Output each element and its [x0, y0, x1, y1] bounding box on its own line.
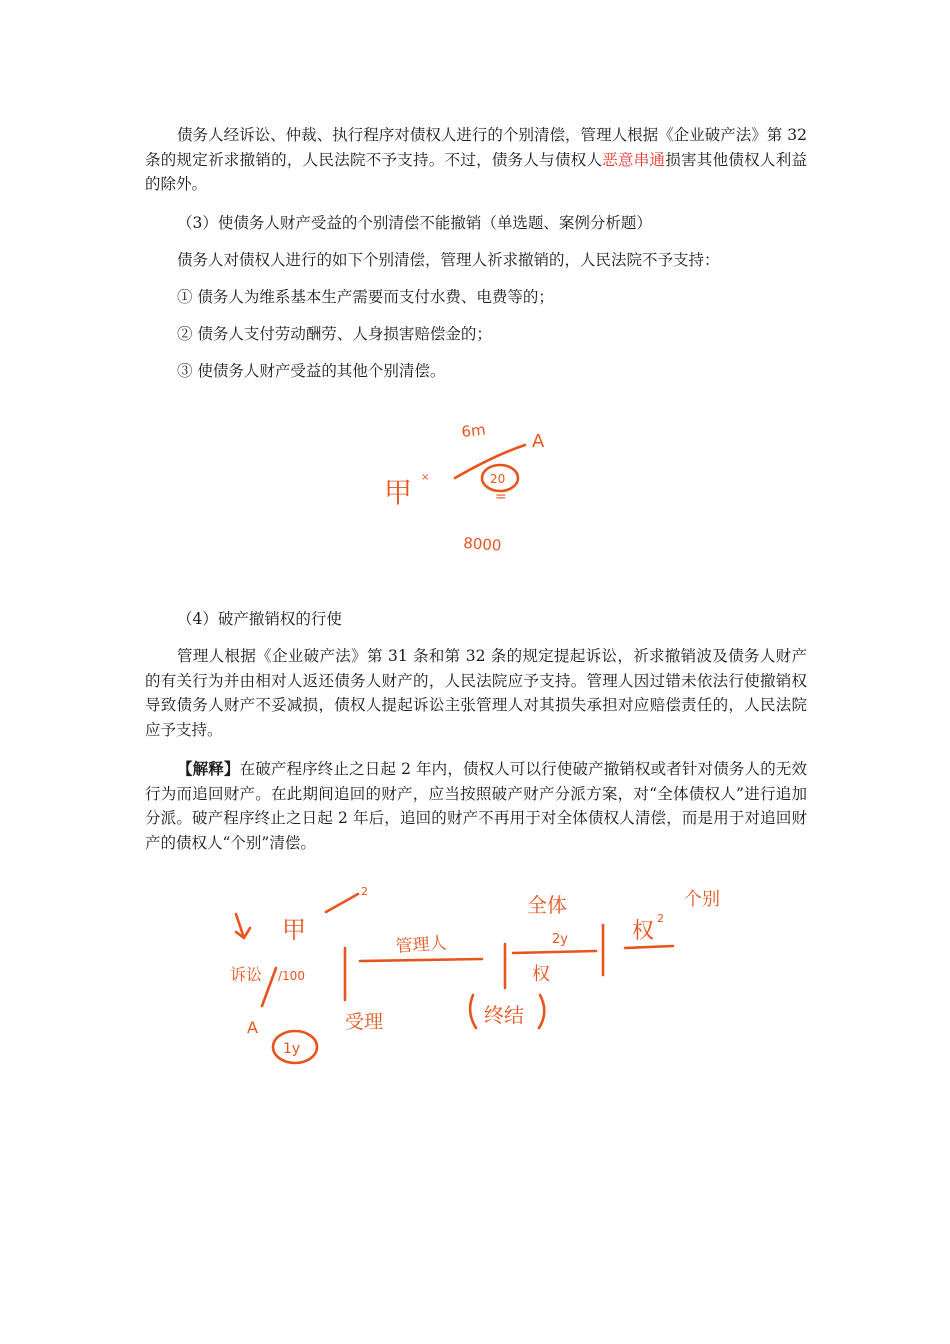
sketch-label-jia: 甲 — [384, 476, 413, 509]
sketch-label-20: 20 — [490, 472, 506, 486]
paragraph-list-intro: 债务人对债权人进行的如下个别清偿，管理人祈求撤销的，人民法院不予支持： — [177, 251, 720, 269]
sketch-label-quan-2: 权 — [532, 964, 550, 985]
sketch-label-zhongjie: 终结 — [484, 1003, 524, 1027]
sketch-label-quan: 权 — [632, 919, 655, 944]
sketch-line — [326, 894, 358, 912]
list-item: ③ 使债务人财产受益的其他个别清偿。 — [177, 362, 446, 380]
explanation-label: 【解释】 — [177, 759, 240, 778]
sketch-label-8000: 8000 — [462, 534, 503, 555]
section-heading-4: （4）破产撤销权的行使 — [177, 610, 342, 628]
sketch-label-6m: 6m — [460, 420, 487, 441]
sketch-label-1y: 1y — [283, 1041, 301, 1057]
sketch-label-quanti: 全体 — [527, 893, 567, 917]
sketch-label-2y: 2y — [552, 932, 568, 947]
paragraph-text: 债务人经诉讼、仲裁、执行程序对债权人进行的个别清偿，管理人根据《企业破产法》第 32 条的规定祈求撤销的，人民法院不予支持。不过，债务人与债权人 — [145, 126, 807, 169]
explanation-text: 在破产程序终止之日起 2 年内，债权人可以行使破产撤销权或者针对债务人的无效行为而追回财产。在此期间追回的财产，应当按照破产财产分派方案，对“全体债权人”进行追加分派。破产程序终止之日起 2 年后，追回的财产不再用于对全体债权人清偿，而是用于对追回财产的债权人“个别”清偿。 — [145, 760, 807, 852]
sketch-line — [625, 946, 673, 948]
highlighted-term: 恶意串通 — [602, 150, 666, 169]
list-item: ① 债务人为维系基本生产需要而支付水费、电费等的； — [177, 288, 554, 306]
sketch-label-2: 2 — [361, 885, 368, 898]
section-heading-3: （3）使债务人财产受益的个别清偿不能撤销（单选题、案例分析题） — [177, 214, 652, 232]
sketch-line — [360, 959, 482, 961]
sketch-label-100: /100 — [278, 969, 305, 983]
paragraph-text-end: 损害其他债权人利益的除外。 — [145, 150, 807, 193]
sketch-label-gebie: 个别 — [684, 889, 720, 910]
sketch-label-susong: 诉讼 — [230, 965, 263, 984]
sketch-label-guanliren: 管理人 — [394, 933, 448, 957]
paragraph-revocation-exercise: 管理人根据《企业破产法》第 31 条和第 32 条的规定提起诉讼，祈求撤销波及债务人财产的有关行为并由相对人返还债务人财产的，人民法院应予支持。管理人因过错未依法行使撤销权导致债务人财产不妥减损，债权人提起诉讼主张管理人对其损失承担对应赔偿责任的，人民法院应予支持。 — [145, 647, 807, 739]
sketch-label-jia: 甲 — [282, 916, 306, 944]
sketch-label-equals: = — [495, 489, 507, 505]
sketch-label-shouli: 受理 — [345, 1011, 384, 1033]
sketch-arrow-down — [236, 914, 250, 938]
list-item: ② 债务人支付劳动酬劳、人身损害赔偿金的； — [177, 325, 492, 343]
sketch-label-a: A — [247, 1018, 258, 1037]
sketch-paren-left — [470, 995, 476, 1028]
sketch-label-a: A — [532, 431, 545, 452]
sketch-paren-right — [539, 995, 544, 1028]
sketch-arrow — [262, 968, 276, 1006]
sketch-label-2: 2 — [657, 912, 664, 925]
sketch-line — [513, 951, 596, 953]
sketch-label-cross: × — [421, 472, 430, 483]
